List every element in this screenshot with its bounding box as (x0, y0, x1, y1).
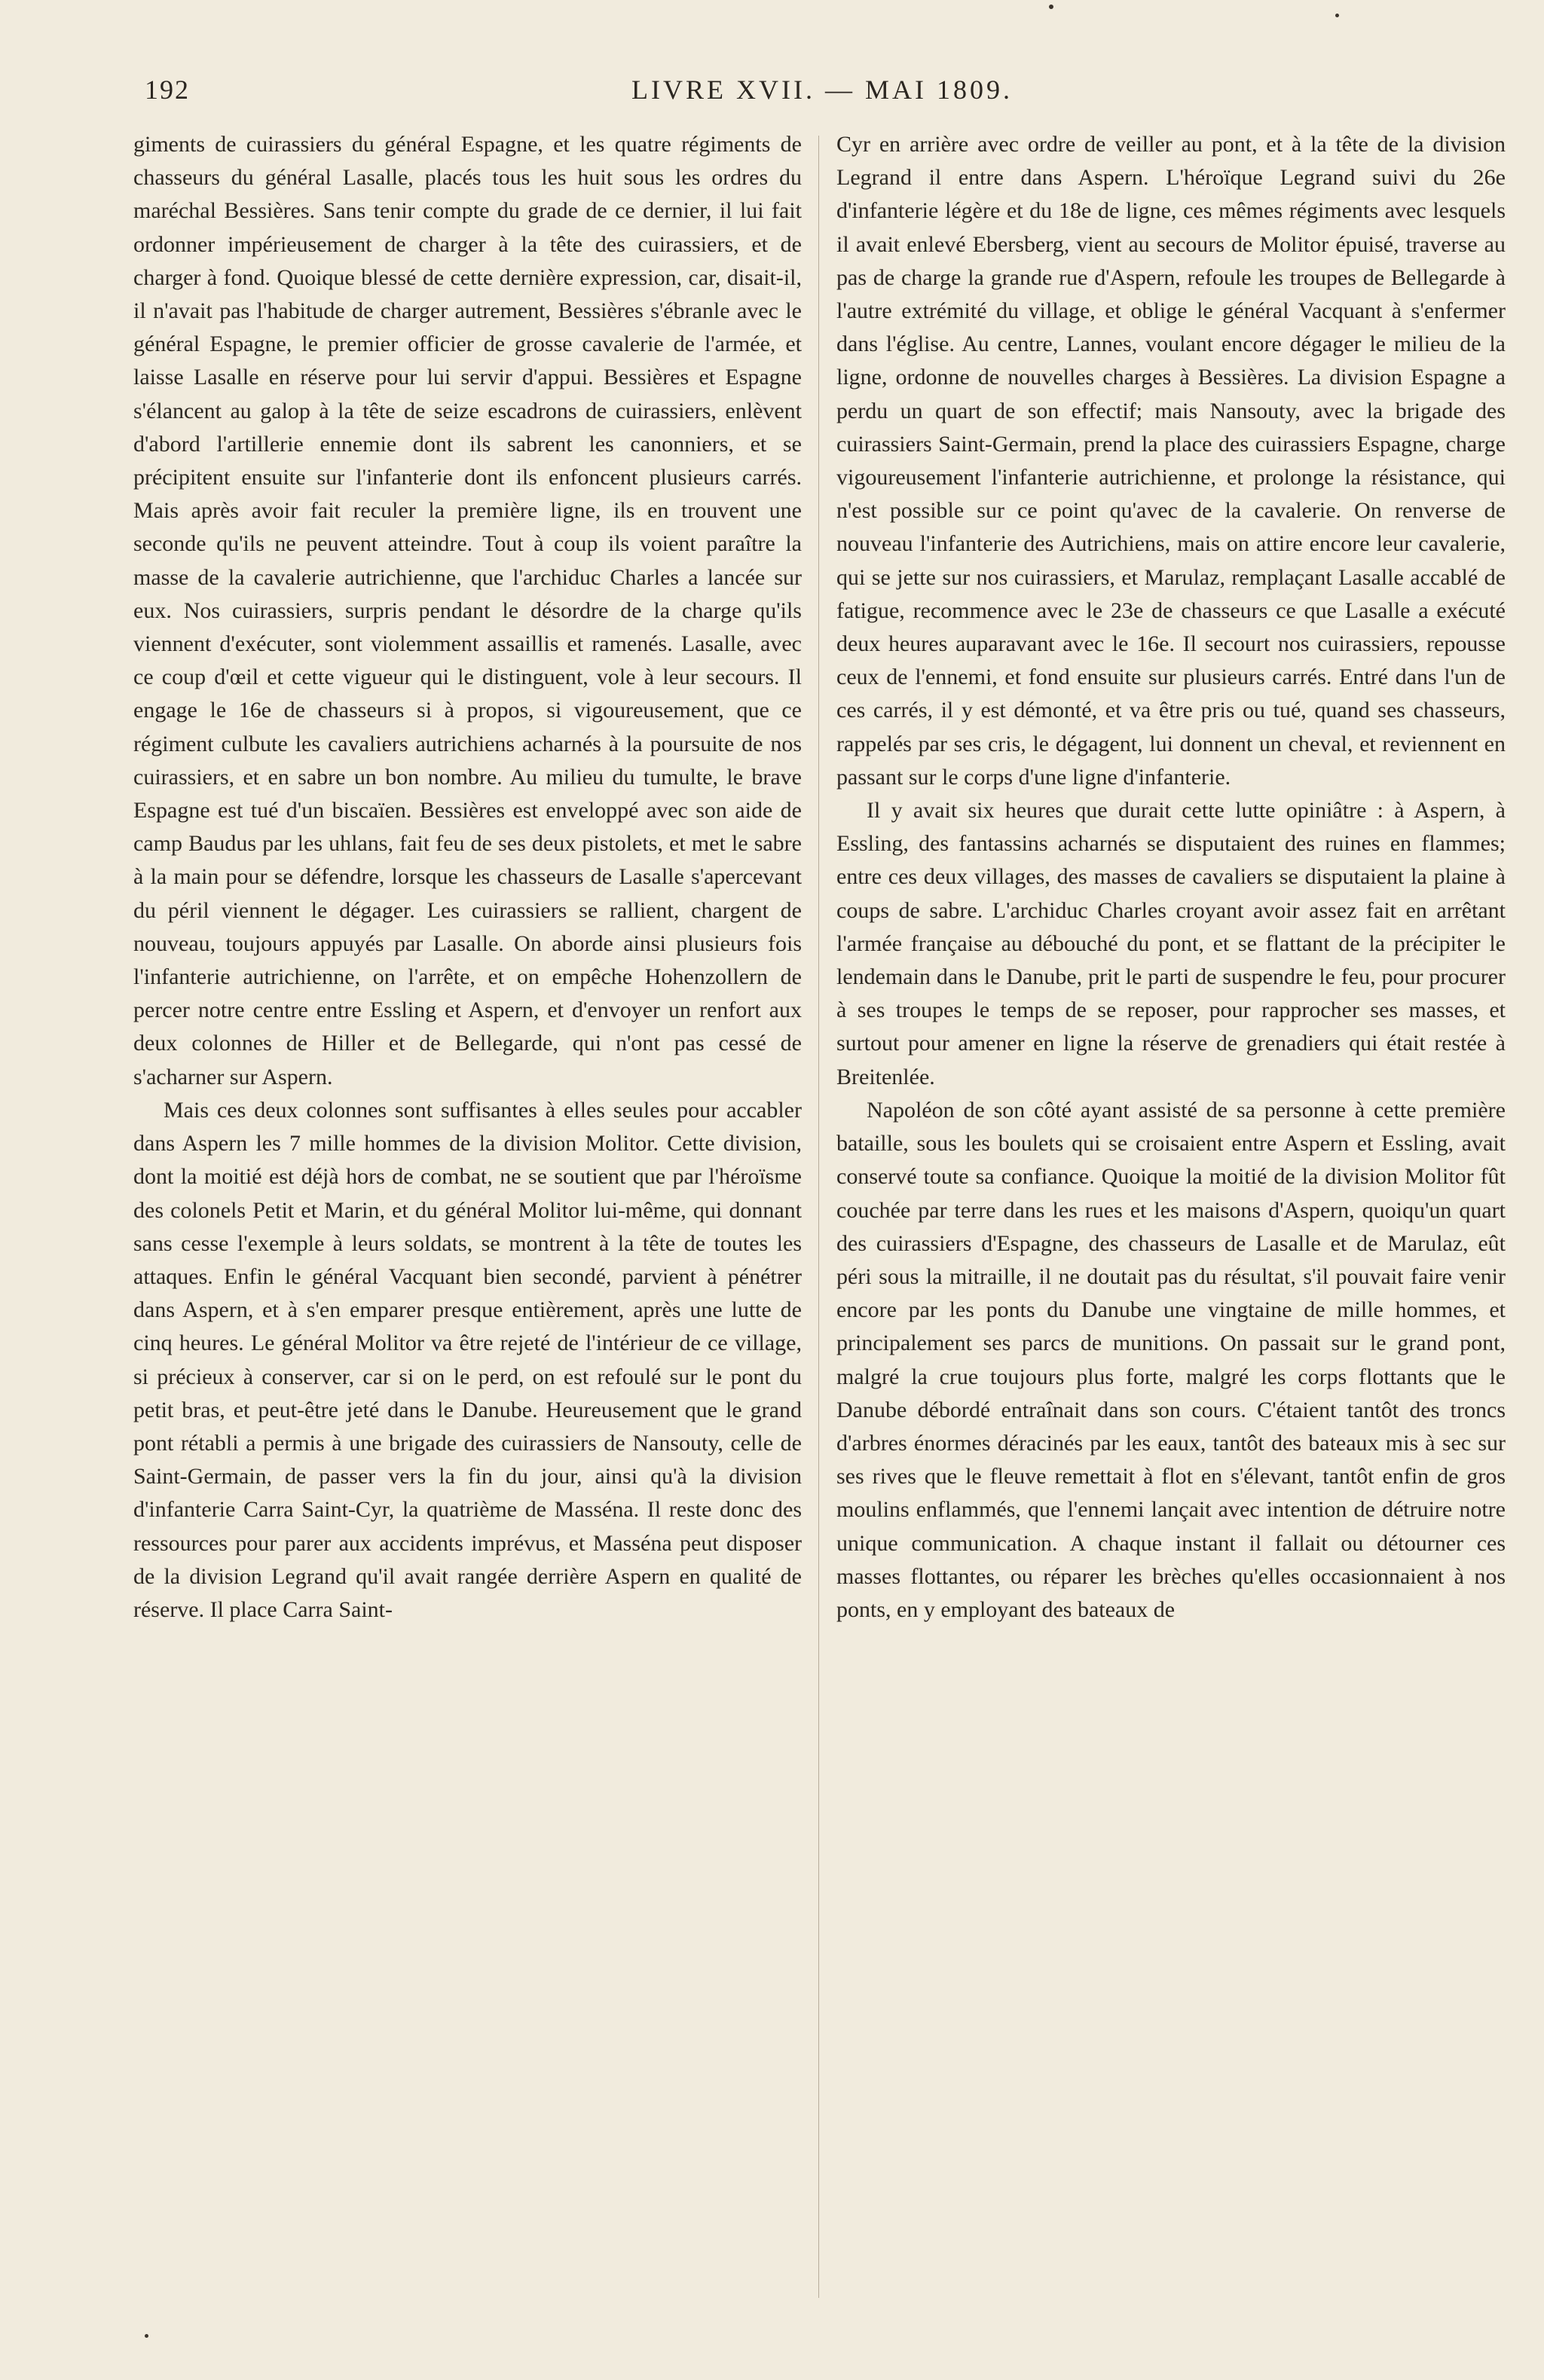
ink-speck (1335, 14, 1339, 17)
left-column (133, 128, 802, 2305)
page-header (145, 74, 1500, 108)
paragraph: Napoléon de son côté ayant assisté de sa personne à cette première bataille, sous les boulets qui se croisaient entre Aspern et Essling, avait conservé toute sa confiance. Quoique la moitié de la division Molitor fût couchée par terre dans les rues et les maisons d'Aspern, quoiqu'un quart des cuirassiers d'Espagne, des chasseurs de Lasalle et de Marulaz, eût péri sous la mitraille, il ne doutait pas du résultat, s'il pouvait faire venir encore par les ponts du Danube une vingtaine de mille hommes, et principalement ses parcs de munitions. On passait sur le grand pont, malgré la crue toujours plus forte, malgré les corps flottants que le Danube débordé entraînait dans son cours. C'étaient tantôt des troncs d'arbres énormes déracinés par les eaux, tantôt des bateaux mis à sec sur ses rives que le fleuve remettait à flot en s'élevant, tantôt enfin de gros moulins enflammés, que l'ennemi lançait avec intention de détruire notre unique communication. A chaque instant il fallait ou détourner ces masses flottantes, ou réparer les brèches qu'elles occasionnaient à nos ponts, en y employant des bateaux de (836, 1097, 1506, 1622)
running-title: LIVRE XVII. — MAI 1809. (631, 75, 1013, 105)
ink-speck (145, 2334, 148, 2338)
paragraph: giments de cuirassiers du général Espagne, et les quatre régiments de chasseurs du général Lasalle, placés tous les huit sous les ordres du maréchal Bessières. Sans tenir compte du grade de ce dernier, il lui fait ordonner impérieusement de charger à la tête des cuirassiers, et de charger à fond. Quoique blessé de cette dernière expression, car, disait-il, il n'avait pas l'habitude de charger autrement, Bessières s'ébranle avec le général Espagne, le premier officier de grosse cavalerie de l'armée, et laisse Lasalle en réserve pour lui servir d'appui. Bessières et Espagne s'élancent au galop à la tête de seize escadrons de cuirassiers, enlèvent d'abord l'artillerie ennemie dont ils sabrent les canonniers, et se précipitent ensuite sur l'infanterie dont ils enfoncent plusieurs carrés. Mais après avoir fait reculer la première ligne, ils en trouvent une seconde qu'ils ne peuvent atteindre. Tout à coup ils voient paraître la masse de la cavalerie autrichienne, que l'archiduc Charles a lancée sur eux. Nos cuirassiers, surpris pendant le désordre de la charge qu'ils viennent d'exécuter, sont violemment assaillis et ramenés. Lasalle, avec ce coup d'œil et cette vigueur qui le distinguent, vole à leur secours. Il engage le 16e de chasseurs si à propos, si vigoureusement, que ce régiment culbute les cavaliers autrichiens acharnés à la poursuite de nos cuirassiers, et en sabre un bon nombre. Au milieu du tumulte, le brave Espagne est tué d'un biscaïen. Bessières est enveloppé avec son aide de camp Baudus par les uhlans, fait feu de ses deux pistolets, et met le sabre à la main pour se défendre, lorsque les chasseurs de Lasalle s'apercevant du péril viennent le dégager. Les cuirassiers se rallient, chargent de nouveau, toujours appuyés par Lasalle. On aborde ainsi plusieurs fois l'infanterie autrichienne, on l'arrête, et on empêche Hohenzollern de percer notre centre entre Essling et Aspern, et d'envoyer un renfort aux deux colonnes de Hiller et de Bellegarde, qui n'ont pas cessé de s'acharner sur Aspern. (133, 132, 802, 1089)
paragraph: Mais ces deux colonnes sont suffisantes à elles seules pour accabler dans Aspern les 7 mille hommes de la division Molitor. Cette division, dont la moitié est déjà hors de combat, ne se soutient que par l'héroïsme des colonels Petit et Marin, et du général Molitor lui-même, qui donnant sans cesse l'exemple à leurs soldats, se montrent à la tête de toutes les attaques. Enfin le général Vacquant bien secondé, parvient à pénétrer dans Aspern, et à s'en emparer presque entièrement, après une lutte de cinq heures. Le général Molitor va être rejeté de l'intérieur de ce village, si précieux à conserver, car si on le perd, on est refoulé sur le pont du petit bras, et peut-être jeté dans le Danube. Heureusement que le grand pont rétabli a permis à une brigade des cuirassiers de Nansouty, celle de Saint-Germain, de passer vers la fin du jour, ainsi qu'à la division d'infanterie Carra Saint-Cyr, la quatrième de Masséna. Il reste donc des ressources pour parer aux accidents imprévus, et Masséna peut disposer de la division Legrand qu'il avait rangée derrière Aspern en qualité de réserve. Il place Carra Saint- (133, 1097, 802, 1622)
column-divider (818, 136, 819, 2298)
ink-speck (1049, 5, 1053, 9)
right-column (836, 128, 1506, 2305)
page-number: 192 (145, 75, 190, 105)
paragraph: Il y avait six heures que durait cette lutte opiniâtre : à Aspern, à Essling, des fantassins acharnés se disputaient des ruines en flammes; entre ces deux villages, des masses de cavaliers se disputaient la plaine à coups de sabre. L'archiduc Charles croyant avoir assez fait en arrêtant l'armée française au débouché du pont, et se flattant de la précipiter le lendemain dans le Danube, prit le parti de suspendre le feu, pour procurer à ses troupes le temps de se reposer, pour rapprocher ses masses, et surtout pour amener en ligne la réserve de grenadiers qui était restée à Breitenlée. (836, 798, 1506, 1089)
paragraph: Cyr en arrière avec ordre de veiller au pont, et à la tête de la division Legrand il entre dans Aspern. L'héroïque Legrand suivi du 26e d'infanterie légère et du 18e de ligne, ces mêmes régiments avec lesquels il avait enlevé Ebersberg, vient au secours de Molitor épuisé, traverse au pas de charge la grande rue d'Aspern, refoule les troupes de Bellegarde à l'autre extrémité du village, et oblige le général Vacquant à s'enfermer dans l'église. Au centre, Lannes, voulant encore dégager le milieu de la ligne, ordonne de nouvelles charges à Bessières. La division Espagne a perdu un quart de son effectif; mais Nansouty, avec la brigade des cuirassiers Saint-Germain, prend la place des cuirassiers Espagne, charge vigoureusement l'infanterie autrichienne, et prolonge la résistance, qui n'est possible sur ce point qu'avec de la cavalerie. On renverse de nouveau l'infanterie des Autrichiens, mais on attire encore leur cavalerie, qui se jette sur nos cuirassiers, et Marulaz, remplaçant Lasalle accablé de fatigue, recommence avec le 23e de chasseurs ce que Lasalle a exécuté deux heures auparavant avec le 16e. Il secourt nos cuirassiers, repousse ceux de l'ennemi, et fond ensuite sur plusieurs carrés. Entré dans l'un de ces carrés, il y est démonté, et va être pris ou tué, quand ses chasseurs, rappelés par ses cris, le dégagent, lui donnent un cheval, et reviennent en passant sur le corps d'une ligne d'infanterie. (836, 132, 1506, 790)
